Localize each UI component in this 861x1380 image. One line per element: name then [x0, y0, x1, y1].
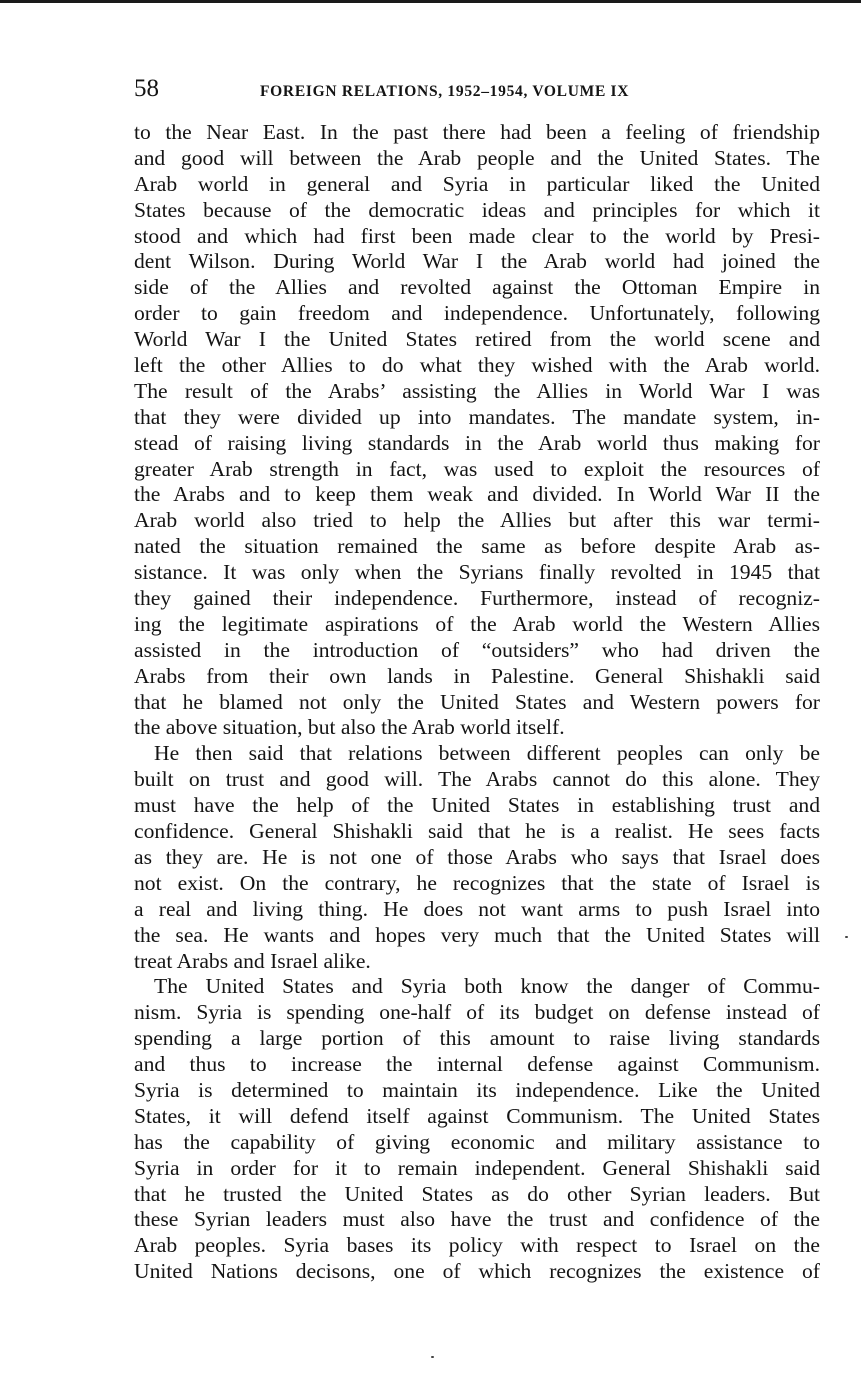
text-line: as they are. He is not one of those Arabs who says that Israel does — [134, 844, 820, 869]
text-line: assisted in the introduction of “outsiders” who had driven the — [134, 637, 820, 662]
text-line: United Nations decisons, one of which recognizes the existence of — [134, 1259, 820, 1284]
text-line: nated the situation remained the same as before despite Arab as- — [134, 534, 820, 559]
text-line: the above situation, but also the Arab world itself. — [134, 715, 565, 740]
text-line: Syria in order for it to remain independent. General Shishakli said — [134, 1155, 820, 1180]
text-line: the Arabs and to keep them weak and divided. In World War II the — [134, 482, 820, 507]
page-header — [134, 70, 824, 110]
text-line: Arab world in general and Syria in particular liked the United — [134, 171, 820, 196]
text-line: that they were divided up into mandates. The mandate system, in- — [134, 404, 820, 429]
text-line: that he trusted the United States as do other Syrian leaders. But — [134, 1181, 820, 1206]
text-line: not exist. On the contrary, he recognizes that the state of Israel is — [134, 870, 820, 895]
text-line: must have the help of the United States in establishing trust and — [134, 793, 820, 818]
text-line: spending a large portion of this amount to raise living standards — [134, 1026, 820, 1051]
text-line: that he blamed not only the United States and Western powers for — [134, 689, 820, 714]
text-line: stood and which had first been made clear to the world by Presi- — [134, 223, 820, 248]
running-head: FOREIGN RELATIONS, 1952–1954, VOLUME IX — [260, 83, 630, 100]
text-line: these Syrian leaders must also have the trust and confidence of the — [134, 1207, 820, 1232]
top-border-rule — [0, 0, 861, 3]
text-line: sistance. It was only when the Syrians finally revolted in 1945 that — [134, 560, 820, 585]
text-line: Arab peoples. Syria bases its policy with respect to Israel on the — [134, 1233, 820, 1258]
text-line: side of the Allies and revolted against the Ottoman Empire in — [134, 275, 820, 300]
text-line: has the capability of giving economic and military assistance to — [134, 1129, 820, 1154]
text-line: and good will between the Arab people and the United States. The — [134, 145, 820, 170]
text-line: nism. Syria is spending one-half of its budget on defense instead of — [134, 1000, 820, 1025]
paragraph — [134, 974, 820, 1285]
paragraph — [134, 741, 820, 974]
body-text — [134, 120, 820, 1285]
text-line: dent Wilson. During World War I the Arab world had joined the — [134, 249, 820, 274]
text-line: Arab world also tried to help the Allies but after this war termi- — [134, 508, 820, 533]
text-line: The United States and Syria both know the danger of Commu- — [154, 974, 820, 999]
text-line: they gained their independence. Furthermore, instead of recogniz- — [134, 586, 820, 611]
scan-speck — [431, 1356, 434, 1358]
text-line: the sea. He wants and hopes very much that the United States will — [134, 922, 820, 947]
text-line: and thus to increase the internal defense against Communism. — [134, 1052, 820, 1077]
text-line: The result of the Arabs’ assisting the Allies in World War I was — [134, 378, 820, 403]
text-line: States because of the democratic ideas and principles for which it — [134, 197, 820, 222]
text-line: treat Arabs and Israel alike. — [134, 948, 371, 973]
text-line: Syria is determined to maintain its independence. Like the United — [134, 1077, 820, 1102]
text-line: built on trust and good will. The Arabs cannot do this alone. They — [134, 767, 820, 792]
text-line: Arabs from their own lands in Palestine. General Shishakli said — [134, 663, 820, 688]
text-line: He then said that relations between different peoples can only be — [154, 741, 820, 766]
text-line: left the other Allies to do what they wished with the Arab world. — [134, 353, 820, 378]
text-line: stead of raising living standards in the Arab world thus making for — [134, 430, 820, 455]
text-line: order to gain freedom and independence. Unfortunately, following — [134, 301, 820, 326]
text-line: a real and living thing. He does not want arms to push Israel into — [134, 896, 820, 921]
scan-speck — [845, 936, 848, 938]
text-line: confidence. General Shishakli said that he is a realist. He sees facts — [134, 819, 820, 844]
paragraph — [134, 120, 820, 741]
text-line: greater Arab strength in fact, was used to exploit the resources of — [134, 456, 820, 481]
text-line: to the Near East. In the past there had been a feeling of friendship — [134, 120, 820, 144]
text-line: ing the legitimate aspirations of the Arab world the Western Allies — [134, 611, 820, 636]
text-line: World War I the United States retired from the world scene and — [134, 327, 820, 352]
page-number: 58 — [134, 75, 159, 102]
text-line: States, it will defend itself against Communism. The United States — [134, 1103, 820, 1128]
